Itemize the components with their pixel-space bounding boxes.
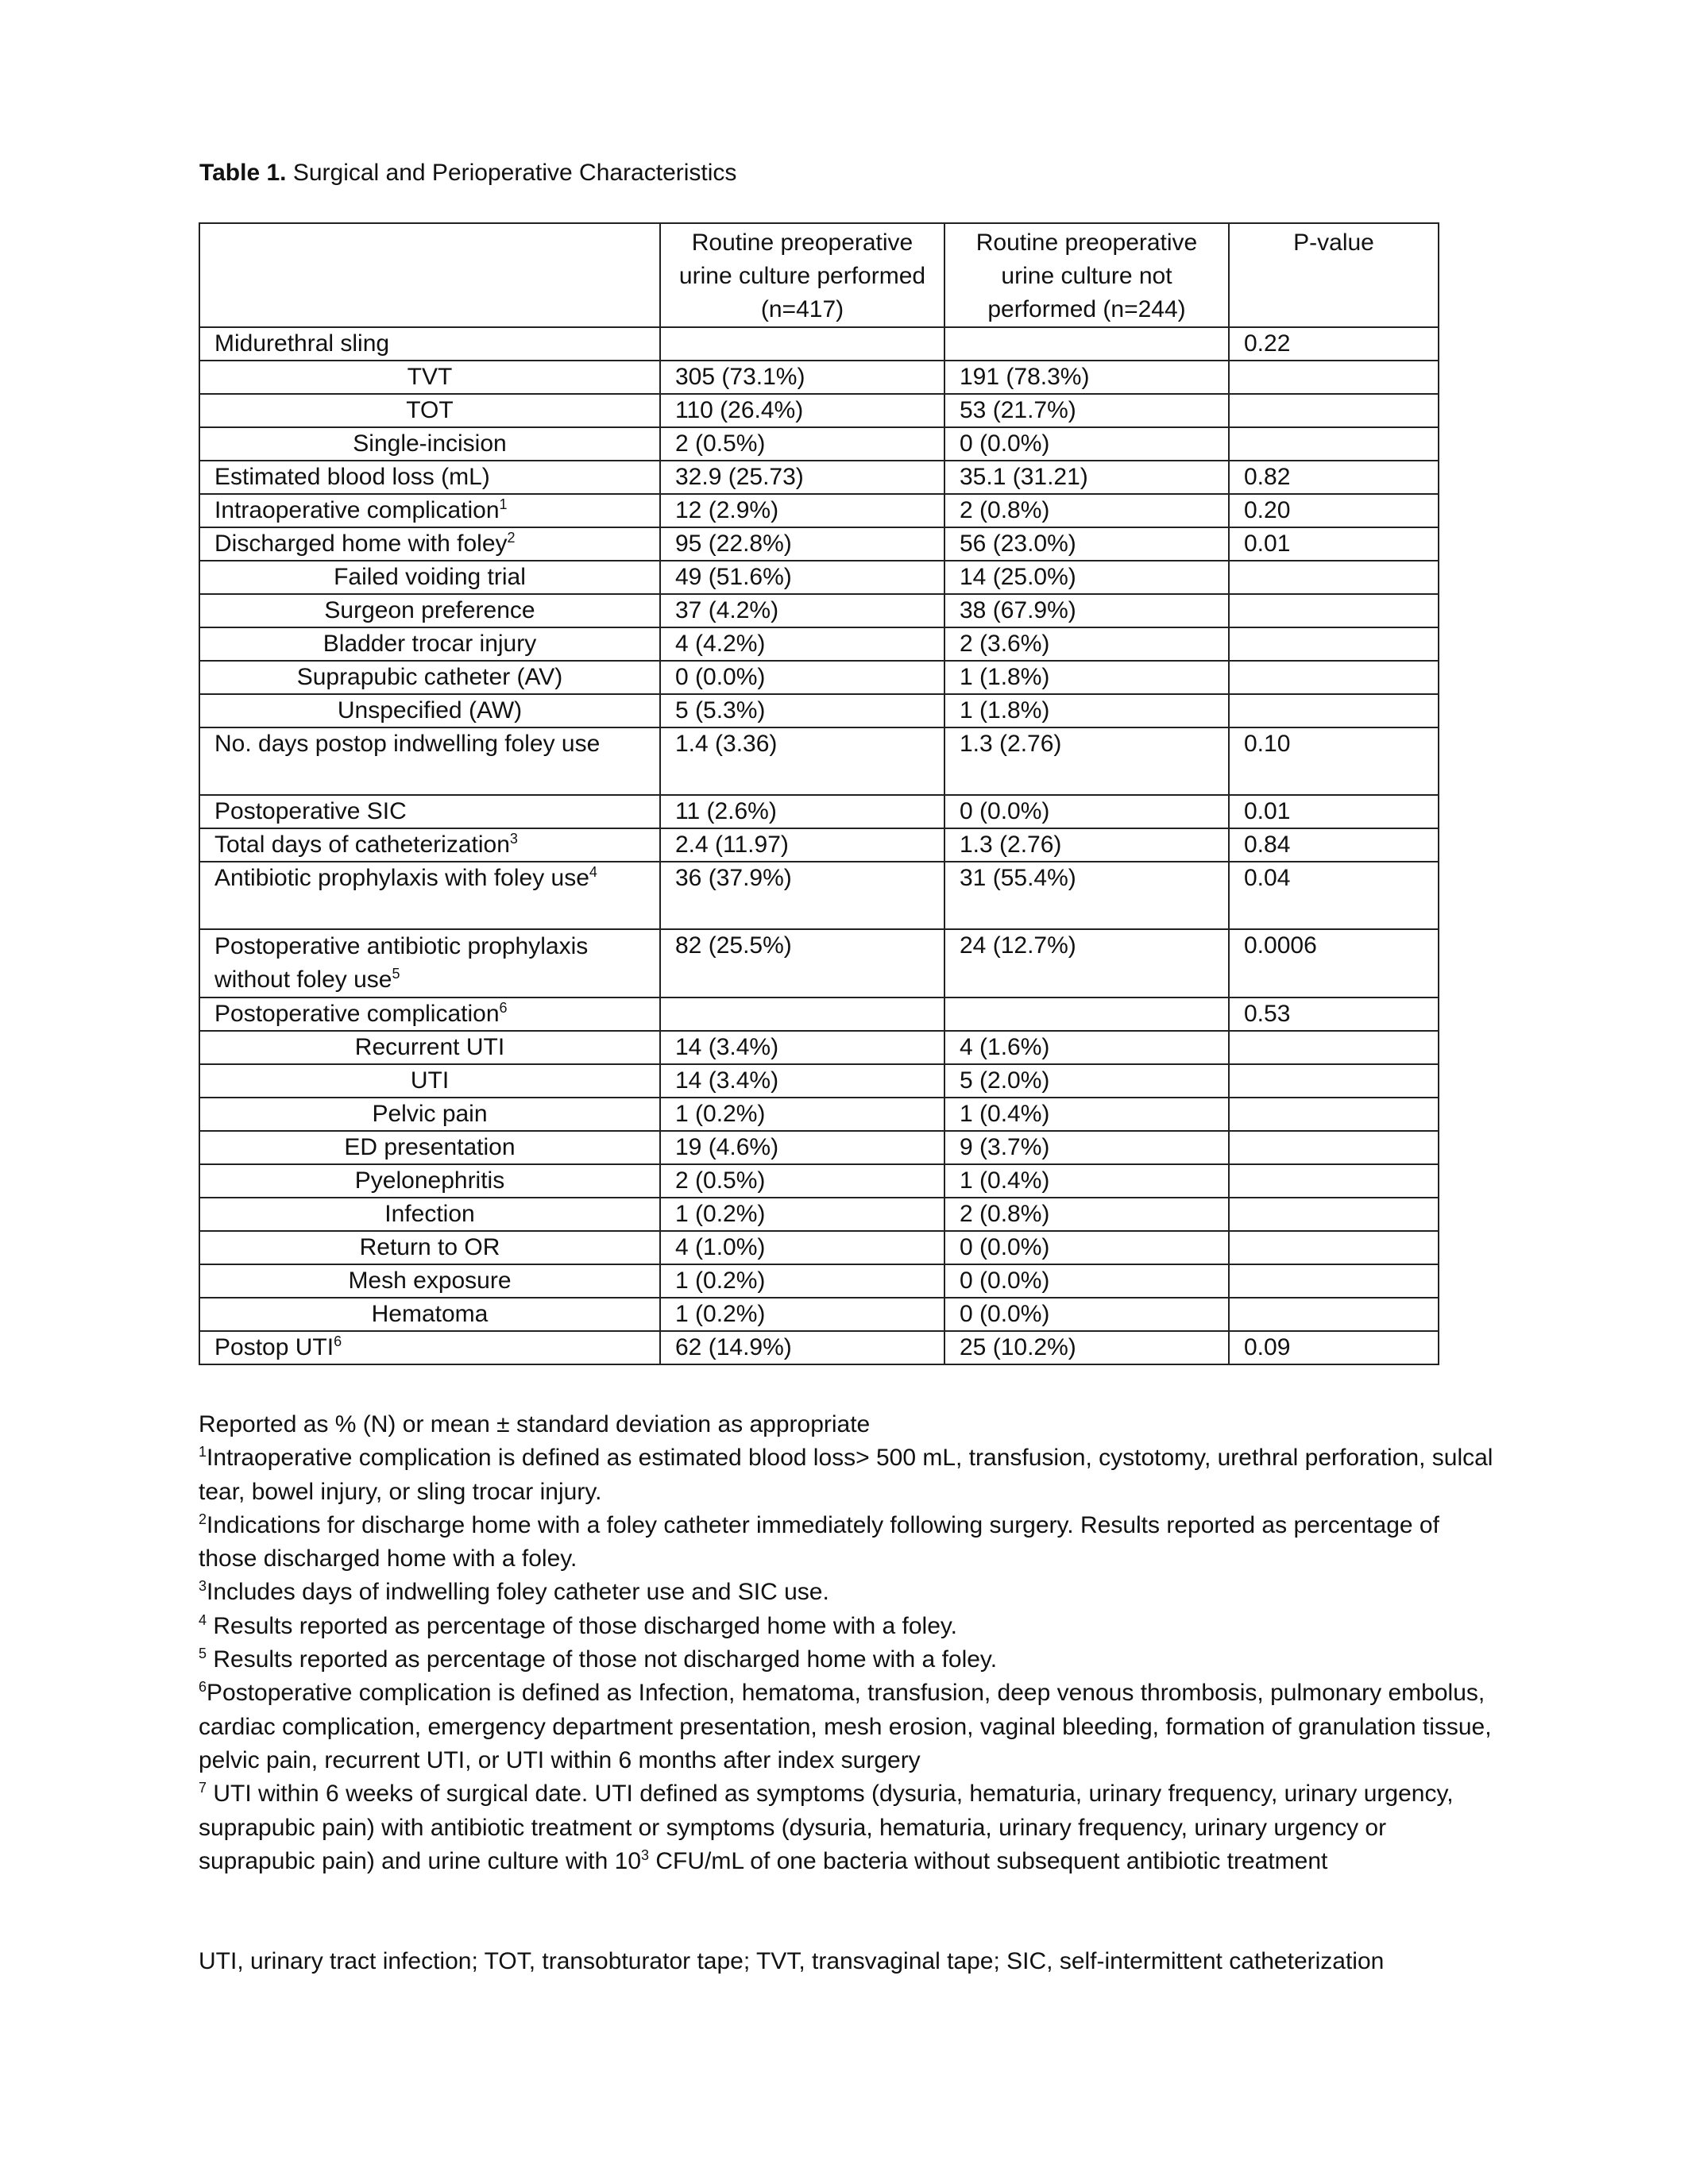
footnote-text: Indications for discharge home with a foley catheter immediately following surgery. Results reported as percentage of those discharged home with a foley. [199, 1511, 1439, 1572]
culture-performed-value: 37 (4.2%) [660, 594, 944, 627]
footnote [199, 1777, 1501, 1878]
culture-not-performed-value: 0 (0.0%) [944, 1231, 1229, 1264]
culture-performed-value: 1 (0.2%) [660, 1098, 944, 1131]
culture-performed-value: 95 (22.8%) [660, 527, 944, 561]
row-label-text: Postoperative antibiotic prophylaxis without foley use [214, 933, 589, 993]
culture-not-performed-value: 1 (1.8%) [944, 694, 1229, 727]
table-row [199, 1331, 1439, 1364]
culture-performed-value: 2 (0.5%) [660, 427, 944, 461]
table-row [199, 1164, 1439, 1198]
p-value [1229, 394, 1439, 427]
p-value: 0.0006 [1229, 929, 1439, 997]
footnote [199, 1643, 1501, 1677]
culture-performed-value: 1 (0.2%) [660, 1298, 944, 1331]
row-label [199, 527, 660, 561]
row-label [199, 929, 660, 997]
culture-performed-value: 2.4 (11.97) [660, 828, 944, 862]
culture-not-performed-value: 25 (10.2%) [944, 1331, 1229, 1364]
row-label-text: TOT [406, 397, 454, 423]
culture-performed-value: 32.9 (25.73) [660, 461, 944, 494]
footnote [199, 1610, 1501, 1643]
p-value [1229, 1031, 1439, 1064]
culture-not-performed-value: 53 (21.7%) [944, 394, 1229, 427]
p-value [1229, 1198, 1439, 1231]
header-culture-performed: Routine preoperative urine culture performed (n=417) [660, 223, 944, 327]
row-label [199, 997, 660, 1031]
footnote-marker: 1 [499, 496, 508, 512]
footnote-marker: 3 [509, 831, 518, 847]
table-row [199, 427, 1439, 461]
culture-performed-value [660, 997, 944, 1031]
table-title-text: Surgical and Perioperative Characteristics [292, 160, 737, 186]
p-value [1229, 694, 1439, 727]
footnote-number: 6 [199, 1679, 207, 1696]
table-body [199, 327, 1439, 1364]
row-label [199, 694, 660, 727]
footnote [199, 1441, 1501, 1509]
table-row [199, 594, 1439, 627]
table-row [199, 1131, 1439, 1164]
footnote [199, 1509, 1501, 1576]
row-label [199, 1231, 660, 1264]
culture-not-performed-value: 0 (0.0%) [944, 1264, 1229, 1298]
footnote-marker: 6 [499, 1000, 508, 1016]
table-row [199, 394, 1439, 427]
row-label [199, 1064, 660, 1098]
culture-not-performed-value: 0 (0.0%) [944, 427, 1229, 461]
row-label-text: Hematoma [371, 1301, 489, 1327]
footnote-text: Includes days of indwelling foley catheter use and SIC use. [207, 1579, 829, 1606]
culture-performed-value: 4 (4.2%) [660, 627, 944, 661]
table-row [199, 527, 1439, 561]
culture-not-performed-value: 5 (2.0%) [944, 1064, 1229, 1098]
row-label-text: Pyelonephritis [354, 1167, 505, 1194]
footnote-text: UTI within 6 weeks of surgical date. UTI defined as symptoms (dysuria, hematuria, urinary frequency, urinary urgency, suprapubic pain) with antibiotic treatment or symptoms (dysuria, hematuria, urinary frequency, urinary urgency or suprapubic pain) and urine culture with 10 [199, 1781, 1454, 1874]
p-value [1229, 1231, 1439, 1264]
p-value [1229, 361, 1439, 394]
table-row [199, 828, 1439, 862]
row-label [199, 828, 660, 862]
p-value: 0.22 [1229, 327, 1439, 361]
header-p-value: P-value [1229, 223, 1439, 327]
culture-performed-value: 305 (73.1%) [660, 361, 944, 394]
row-label [199, 1331, 660, 1364]
row-label-text: Postoperative complication [214, 1001, 500, 1027]
table-row [199, 1198, 1439, 1231]
row-label [199, 1298, 660, 1331]
p-value [1229, 427, 1439, 461]
p-value: 0.01 [1229, 795, 1439, 828]
row-label [199, 1164, 660, 1198]
row-label [199, 327, 660, 361]
row-label-text: Recurrent UTI [354, 1034, 505, 1060]
footnote-text: Results reported as percentage of those discharged home with a foley. [207, 1612, 958, 1639]
row-label [199, 594, 660, 627]
table-row [199, 997, 1439, 1031]
p-value [1229, 1131, 1439, 1164]
culture-performed-value: 2 (0.5%) [660, 1164, 944, 1198]
row-label-text: Discharged home with foley [214, 531, 508, 557]
table-row [199, 727, 1439, 795]
table-row [199, 929, 1439, 997]
culture-not-performed-value [944, 327, 1229, 361]
p-value [1229, 561, 1439, 594]
row-label [199, 494, 660, 527]
row-label [199, 1198, 660, 1231]
culture-not-performed-value: 38 (67.9%) [944, 594, 1229, 627]
culture-performed-value: 19 (4.6%) [660, 1131, 944, 1164]
row-label-text: Mesh exposure [348, 1268, 512, 1294]
culture-not-performed-value: 2 (3.6%) [944, 627, 1229, 661]
row-label-text: No. days postop indwelling foley use [214, 731, 601, 757]
culture-not-performed-value: 1.3 (2.76) [944, 727, 1229, 795]
table-row [199, 327, 1439, 361]
footnote-text: Reported as % (N) or mean ± standard deviation as appropriate [199, 1411, 871, 1437]
culture-performed-value: 82 (25.5%) [660, 929, 944, 997]
row-label [199, 427, 660, 461]
footnote-number: 1 [199, 1444, 207, 1461]
row-label-text: Postop UTI [214, 1334, 334, 1360]
footnote-number: 5 [199, 1646, 207, 1662]
culture-not-performed-value: 9 (3.7%) [944, 1131, 1229, 1164]
row-label-text: ED presentation [344, 1134, 516, 1160]
row-label-text: Single-incision [353, 430, 507, 457]
row-label [199, 461, 660, 494]
footnotes [199, 1408, 1501, 1878]
row-label-text: Total days of catheterization [214, 832, 510, 858]
row-label-text: Antibiotic prophylaxis with foley use [214, 865, 589, 891]
culture-not-performed-value: 56 (23.0%) [944, 527, 1229, 561]
row-label-text: UTI [410, 1067, 450, 1094]
footnote-text: Intraoperative complication is defined as estimated blood loss> 500 mL, transfusion, cystotomy, urethral perforation, sulcal tear, bowel injury, or sling trocar injury. [199, 1445, 1493, 1505]
row-label [199, 361, 660, 394]
culture-performed-value: 12 (2.9%) [660, 494, 944, 527]
footnote-exponent: 3 [641, 1846, 650, 1863]
footnote-number: 3 [199, 1578, 207, 1595]
p-value [1229, 627, 1439, 661]
table-row [199, 1064, 1439, 1098]
p-value [1229, 1098, 1439, 1131]
p-value: 0.09 [1229, 1331, 1439, 1364]
row-label-text: Intraoperative complication [214, 497, 500, 523]
culture-not-performed-value: 191 (78.3%) [944, 361, 1229, 394]
culture-not-performed-value: 14 (25.0%) [944, 561, 1229, 594]
p-value [1229, 1264, 1439, 1298]
row-label-text: Pelvic pain [372, 1101, 488, 1127]
culture-not-performed-value: 2 (0.8%) [944, 494, 1229, 527]
row-label [199, 727, 660, 795]
culture-performed-value: 11 (2.6%) [660, 795, 944, 828]
culture-not-performed-value: 31 (55.4%) [944, 862, 1229, 929]
characteristics-table [199, 222, 1439, 1365]
footnote-text: Postoperative complication is defined as Infection, hematoma, transfusion, deep venous thrombosis, pulmonary embolus, cardiac complication, emergency department presentation, mesh erosion, vaginal bleeding, formation of granulation tissue, pelvic pain, recurrent UTI, or UTI within 6 months after index surgery [199, 1680, 1492, 1773]
culture-not-performed-value: 1 (0.4%) [944, 1098, 1229, 1131]
row-label [199, 1098, 660, 1131]
culture-performed-value: 62 (14.9%) [660, 1331, 944, 1364]
row-label [199, 1031, 660, 1064]
culture-performed-value: 4 (1.0%) [660, 1231, 944, 1264]
abbreviations-note: UTI, urinary tract infection; TOT, transobturator tape; TVT, transvaginal tape; SIC, self-intermittent catheterization [199, 1948, 1385, 1974]
row-label [199, 1264, 660, 1298]
p-value: 0.01 [1229, 527, 1439, 561]
p-value [1229, 594, 1439, 627]
culture-performed-value: 5 (5.3%) [660, 694, 944, 727]
row-label [199, 627, 660, 661]
culture-not-performed-value: 0 (0.0%) [944, 1298, 1229, 1331]
culture-not-performed-value: 1 (0.4%) [944, 1164, 1229, 1198]
row-label-text: Return to OR [359, 1234, 500, 1260]
table-row [199, 661, 1439, 694]
row-label [199, 862, 660, 929]
row-label-text: Bladder trocar injury [323, 631, 537, 657]
table-header-row [199, 223, 1439, 327]
row-label [199, 795, 660, 828]
p-value: 0.04 [1229, 862, 1439, 929]
table-row [199, 461, 1439, 494]
footnote [199, 1408, 1501, 1441]
culture-not-performed-value: 1.3 (2.76) [944, 828, 1229, 862]
p-value: 0.84 [1229, 828, 1439, 862]
culture-not-performed-value [944, 997, 1229, 1031]
row-label-text: Estimated blood loss (mL) [214, 464, 490, 490]
row-label [199, 394, 660, 427]
table-row [199, 561, 1439, 594]
culture-performed-value: 14 (3.4%) [660, 1064, 944, 1098]
p-value: 0.82 [1229, 461, 1439, 494]
footnote-marker: 6 [334, 1333, 342, 1349]
table-row [199, 1231, 1439, 1264]
row-label-text: Midurethral sling [214, 330, 390, 357]
table-row [199, 795, 1439, 828]
culture-performed-value: 49 (51.6%) [660, 561, 944, 594]
p-value [1229, 661, 1439, 694]
footnote-marker: 4 [589, 864, 597, 880]
p-value: 0.20 [1229, 494, 1439, 527]
culture-not-performed-value: 4 (1.6%) [944, 1031, 1229, 1064]
p-value [1229, 1298, 1439, 1331]
table-row [199, 694, 1439, 727]
culture-not-performed-value: 1 (1.8%) [944, 661, 1229, 694]
culture-performed-value: 0 (0.0%) [660, 661, 944, 694]
p-value: 0.10 [1229, 727, 1439, 795]
p-value [1229, 1064, 1439, 1098]
culture-not-performed-value: 24 (12.7%) [944, 929, 1229, 997]
row-label-text: TVT [407, 364, 453, 390]
row-label-text: Infection [384, 1201, 475, 1227]
culture-performed-value: 110 (26.4%) [660, 394, 944, 427]
row-label-text: Unspecified (AW) [337, 697, 523, 723]
row-label-text: Surgeon preference [324, 597, 535, 623]
row-label-text: Failed voiding trial [334, 564, 526, 590]
table-title [199, 157, 736, 189]
table-row [199, 1031, 1439, 1064]
row-label [199, 561, 660, 594]
table-title-label: Table 1. [199, 160, 287, 186]
table-row [199, 627, 1439, 661]
footnote-number: 7 [199, 1780, 207, 1796]
row-label [199, 661, 660, 694]
table-row [199, 361, 1439, 394]
p-value: 0.53 [1229, 997, 1439, 1031]
footnote-text-tail: CFU/mL of one bacteria without subsequent antibiotic treatment [649, 1847, 1328, 1874]
table-row [199, 1264, 1439, 1298]
culture-performed-value [660, 327, 944, 361]
footnote-marker: 2 [507, 530, 516, 546]
table-row [199, 862, 1439, 929]
table-row [199, 1298, 1439, 1331]
footnote-text: Results reported as percentage of those not discharged home with a foley. [207, 1646, 998, 1673]
culture-performed-value: 1 (0.2%) [660, 1264, 944, 1298]
culture-performed-value: 1 (0.2%) [660, 1198, 944, 1231]
header-culture-not-performed: Routine preoperative urine culture not performed (n=244) [944, 223, 1229, 327]
footnote [199, 1576, 1501, 1609]
footnote-number: 2 [199, 1511, 207, 1527]
culture-not-performed-value: 2 (0.8%) [944, 1198, 1229, 1231]
table-row [199, 494, 1439, 527]
footnote [199, 1677, 1501, 1777]
culture-performed-value: 36 (37.9%) [660, 862, 944, 929]
culture-not-performed-value: 35.1 (31.21) [944, 461, 1229, 494]
table-row [199, 1098, 1439, 1131]
row-label [199, 1131, 660, 1164]
row-label-text: Suprapubic catheter (AV) [296, 664, 563, 690]
culture-not-performed-value: 0 (0.0%) [944, 795, 1229, 828]
culture-performed-value: 1.4 (3.36) [660, 727, 944, 795]
header-label-col [199, 223, 660, 327]
culture-performed-value: 14 (3.4%) [660, 1031, 944, 1064]
p-value [1229, 1164, 1439, 1198]
footnote-marker: 5 [392, 966, 400, 982]
footnote-number: 4 [199, 1611, 207, 1628]
row-label-text: Postoperative SIC [214, 798, 407, 824]
